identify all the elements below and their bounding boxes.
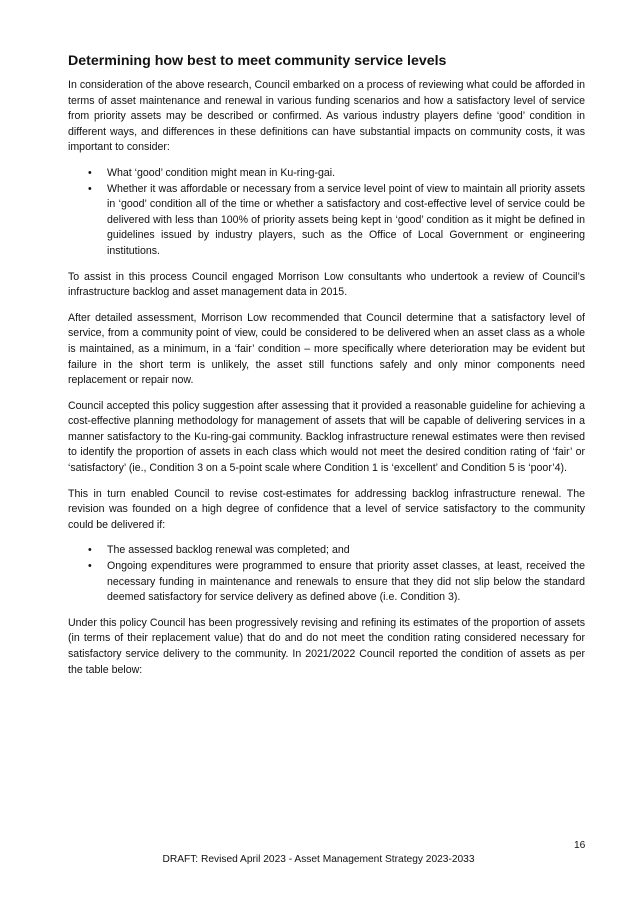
conditions-list xyxy=(68,543,585,605)
paragraph-assessment: After detailed assessment, Morrison Low recommended that Council determine that a satisfactory level of service, from a community point of view, could be considered to be delivered when an asset class as a whole is maintained, as a minimum, in a ‘fair’ condition – more specifically where deterioration may be evident but failure in the short term is unlikely, the asset still functions safely and only minor components need replacement or repair now. xyxy=(68,311,585,387)
paragraph-policy: Council accepted this policy suggestion after assessing that it provided a reasonable guideline for achieving a cost-effective planning methodology for management of assets that will be capable of delivering services in a manner satisfactory to the Ku-ring-gai community. Backlog infrastructure renewal estimates were then revised to identify the proportion of assets in each class which would not meet the desired condition rating of ‘fair’ or ‘satisfactory’ (ie., Condition 3 on a 5-point scale where Condition 1 is ‘excellent’ and Condition 5 is ‘poor’4). xyxy=(68,399,585,475)
bullet-icon: • xyxy=(88,544,92,557)
page-number: 16 xyxy=(574,840,586,851)
list-item-text: What ‘good’ condition might mean in Ku-ring-gai. xyxy=(107,166,336,179)
list-item-text: The assessed backlog renewal was completed; and xyxy=(107,544,350,557)
list-item xyxy=(68,543,585,559)
list-item xyxy=(68,166,585,182)
considerations-list xyxy=(68,166,585,260)
bullet-icon: • xyxy=(88,182,92,195)
list-item-text: Whether it was affordable or necessary from a service level point of view to maintain all priority assets in ‘good’ condition all of the time or whether a satisfactory and cost-effective level of service could be delivered with less than 100% of priority assets being kept in ‘good’ condition as it might be defined in guidelines issued by industry players, such as the Office of Local Government or engineering institutions. xyxy=(107,182,585,257)
paragraph-morrison-low: To assist in this process Council engaged Morrison Low consultants who undertook a review of Council’s infrastructure backlog and asset management data in 2015. xyxy=(68,270,585,299)
footer-text: DRAFT: Revised April 2023 - Asset Management Strategy 2023-2033 xyxy=(162,854,475,865)
bullet-icon: • xyxy=(88,166,92,179)
paragraph-intro: In consideration of the above research, Council embarked on a process of reviewing what could be afforded in terms of asset maintenance and renewal in various funding scenarios and how a satisfactory level of service from priority assets may be described or confirmed. As various industry players define ‘good’ condition in different ways, and differences in these definitions can have substantial impacts on community costs, it was important to consider: xyxy=(68,79,585,154)
list-item xyxy=(68,182,585,260)
document-page xyxy=(68,52,585,688)
list-item-text: Ongoing expenditures were programmed to ensure that priority asset classes, at least, received the necessary funding in maintenance and renewals to ensure that they did not slip below the standard deemed satisfactory for service delivery as defined above (i.e. Condition 3). xyxy=(107,560,585,604)
section-heading: Determining how best to meet community service levels xyxy=(68,53,447,69)
paragraph-cost-estimates: This in turn enabled Council to revise cost-estimates for addressing backlog infrastructure renewal. The revision was founded on a high degree of confidence that a level of service satisfactory to the community could be delivered if: xyxy=(68,487,585,531)
list-item xyxy=(68,559,585,606)
bullet-icon: • xyxy=(88,560,92,573)
paragraph-policy-revision: Under this policy Council has been progressively revising and refining its estimates of the proportion of assets (in terms of their replacement value) that do and do not meet the condition rating considered necessary for satisfactory service delivery to the community. In 2021/2022 Council reported the condition of assets as per the table below: xyxy=(68,616,585,676)
